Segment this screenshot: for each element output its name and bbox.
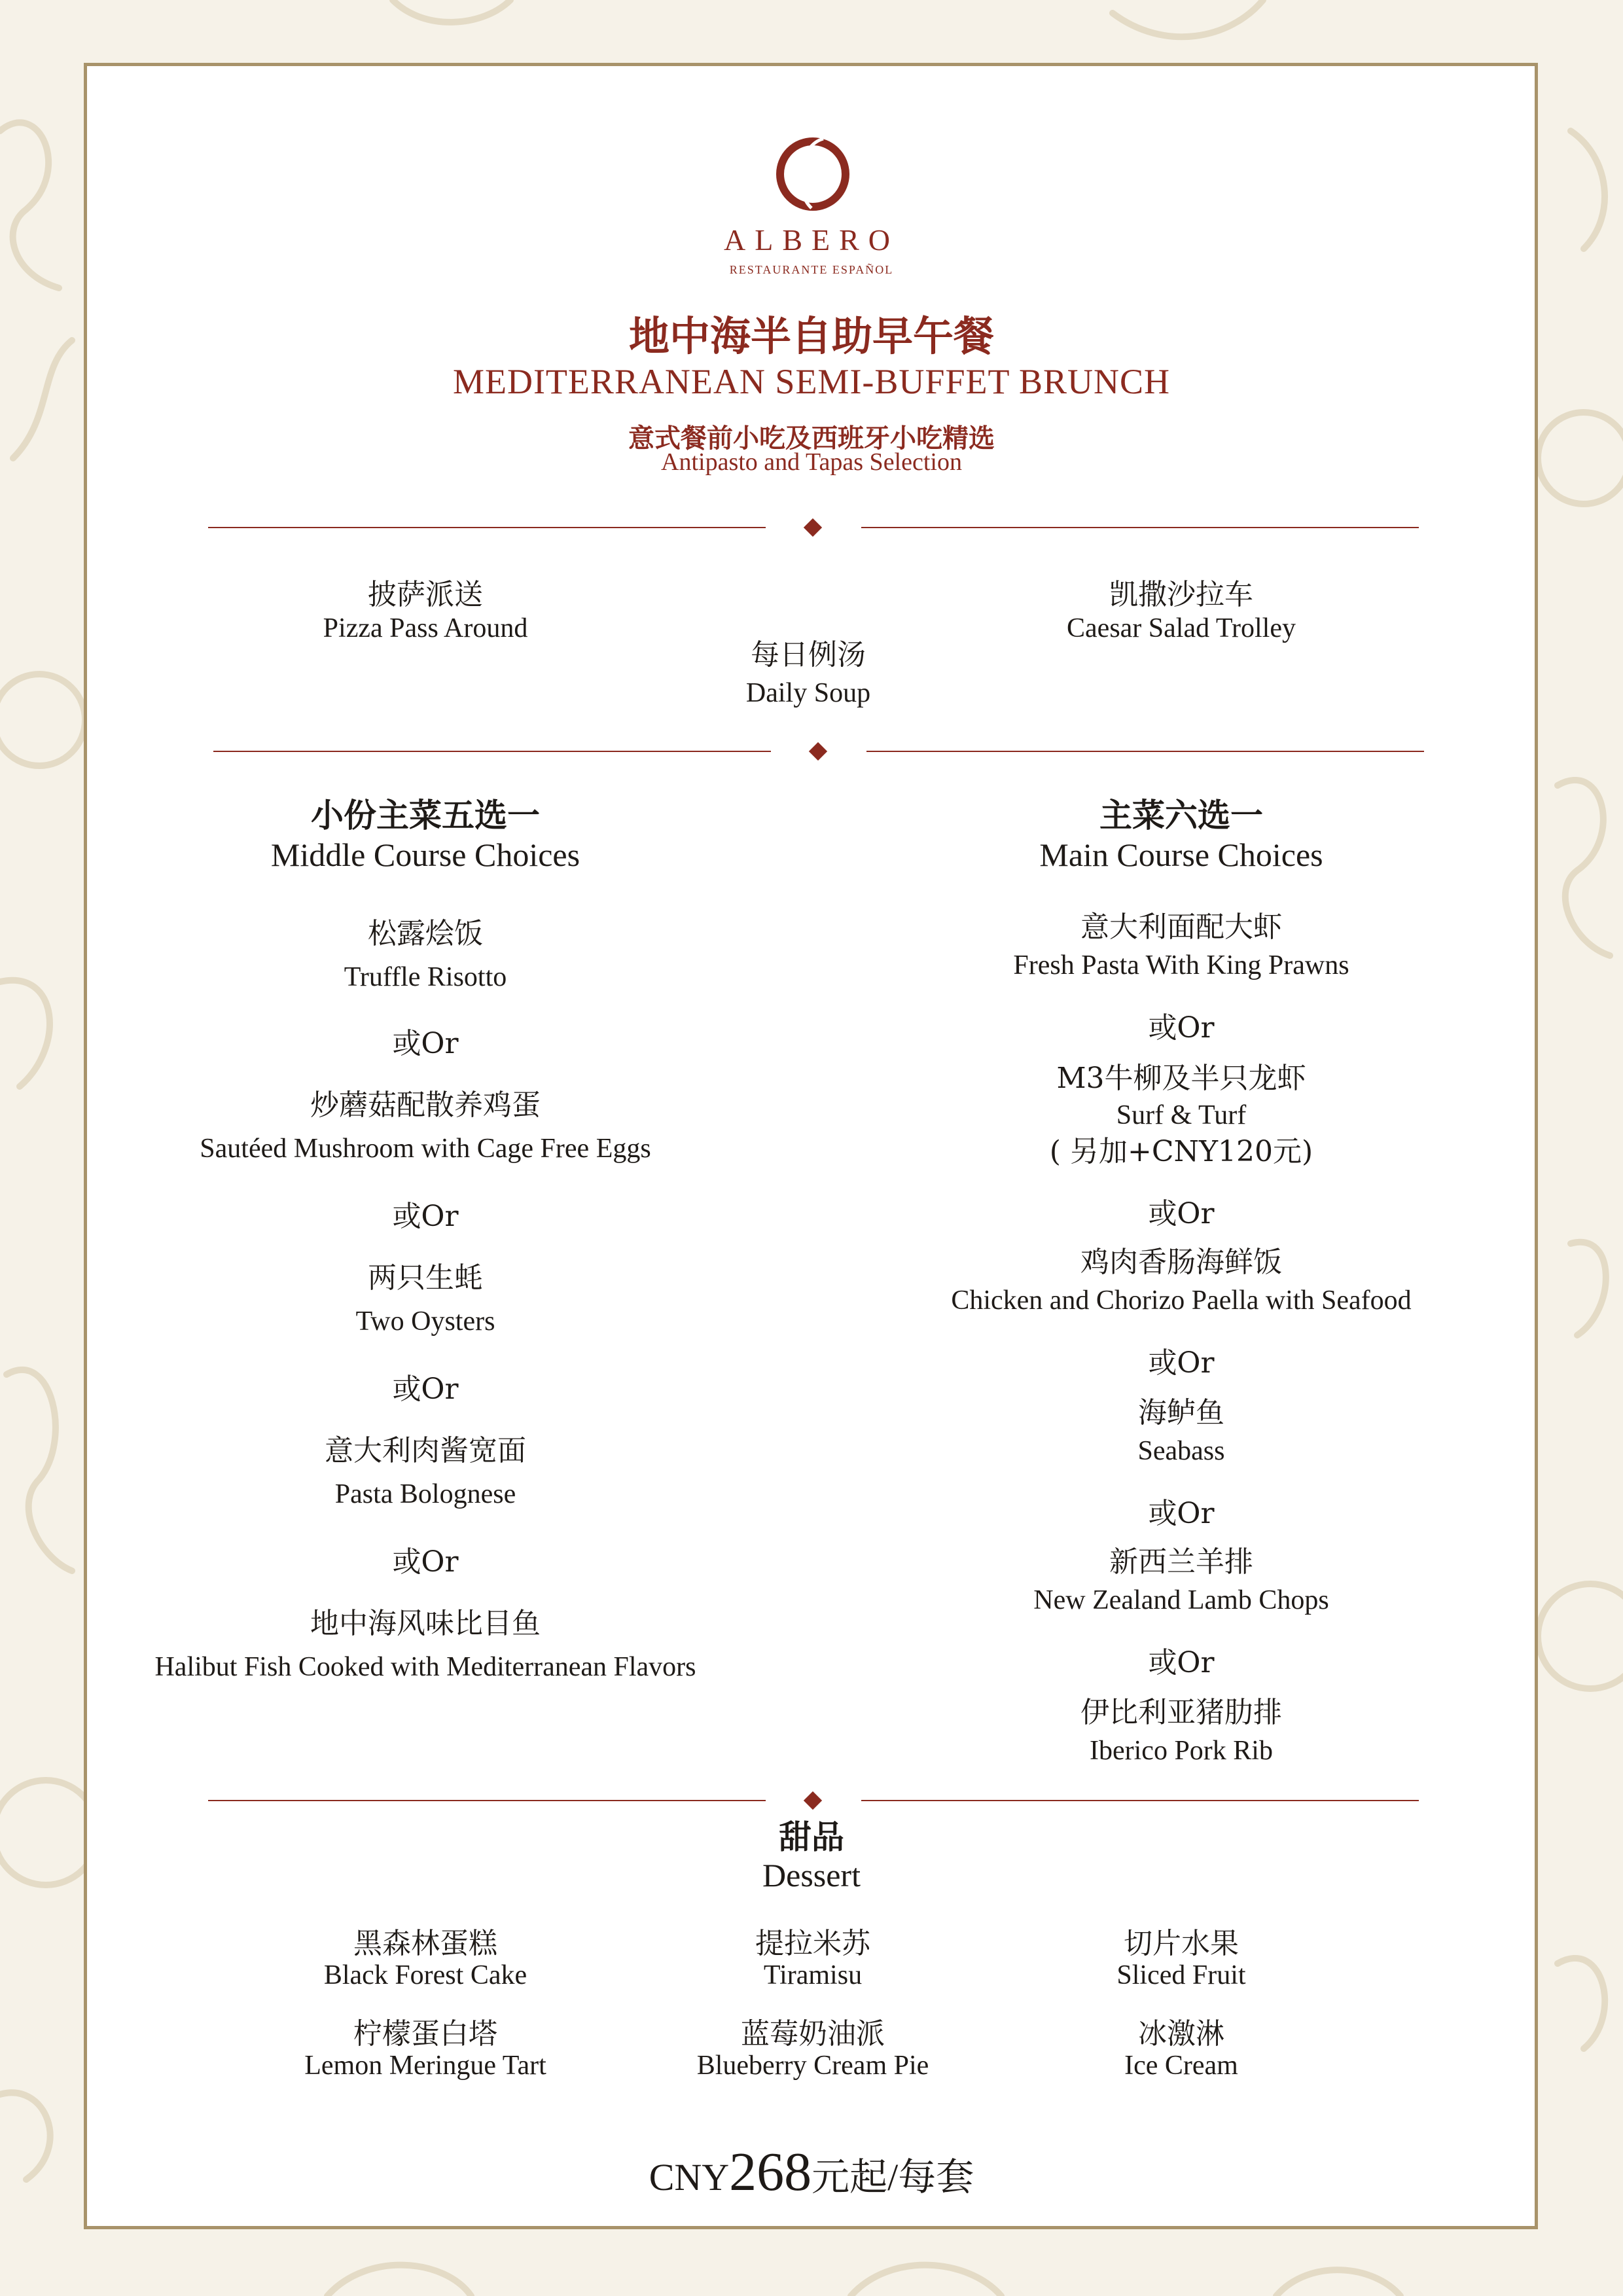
item-zh: 凯撒沙拉车 — [1109, 578, 1253, 611]
antipasto-salad — [985, 571, 1378, 644]
dessert-item — [616, 1928, 1009, 1991]
subtitle-en: Antipasto and Tapas Selection — [661, 448, 962, 476]
item-en: Fresh Pasta With King Prawns — [1013, 950, 1349, 980]
middle-course-header — [98, 796, 753, 874]
item-en: Sautéed Mushroom with Cage Free Eggs — [200, 1134, 651, 1164]
dessert-item — [985, 1928, 1378, 1991]
item-zh: 新西兰羊排 — [1109, 1545, 1253, 1579]
middle-item — [98, 912, 753, 999]
main-item — [854, 1060, 1508, 1170]
item-en: Two Oysters — [355, 1306, 495, 1336]
middle-item — [98, 1602, 753, 1689]
middle-item — [98, 1429, 753, 1516]
item-en: Truffle Risotto — [344, 962, 507, 992]
or-label: 或Or — [1148, 1497, 1215, 1530]
or-label: 或Or — [1148, 1011, 1215, 1045]
item-zh: 意大利肉酱宽面 — [325, 1434, 526, 1467]
albero-logo-icon — [772, 132, 853, 213]
item-en: Halibut Fish Cooked with Mediterranean Flavors — [154, 1652, 696, 1682]
item-zh: 切片水果 — [1124, 1927, 1239, 1960]
antipasto-pizza — [229, 571, 622, 644]
item-zh: 地中海风味比目鱼 — [310, 1607, 541, 1640]
item-zh: M3牛柳及半只龙虾 — [1056, 1062, 1306, 1095]
item-en: Seabass — [1137, 1436, 1225, 1466]
item-zh: 蓝莓奶油派 — [741, 2017, 885, 2051]
item-en: Caesar Salad Trolley — [1067, 613, 1296, 643]
brand-name: ALBERO — [724, 223, 899, 257]
item-en: Black Forest Cake — [323, 1960, 527, 1990]
divider-right — [866, 751, 1424, 752]
page-title-zh: 地中海半自助早午餐 — [628, 312, 994, 360]
divider-left — [213, 751, 771, 752]
price-suffix: 元起/每套 — [812, 2156, 974, 2198]
item-en: Iberico Pork Rib — [1090, 1736, 1273, 1766]
item-zh: 伊比利亚猪肋排 — [1080, 1696, 1282, 1729]
price-currency: CNY — [649, 2156, 730, 2198]
item-en: Pizza Pass Around — [323, 613, 528, 643]
section-title-zh: 主菜六选一 — [1099, 796, 1263, 834]
item-en: Lemon Meringue Tart — [304, 2051, 546, 2081]
section-title-en: Middle Course Choices — [270, 836, 580, 873]
price-line — [0, 2140, 1623, 2204]
middle-item — [98, 1257, 753, 1343]
item-zh: 黑森林蛋糕 — [353, 1927, 497, 1960]
item-zh: 冰激淋 — [1138, 2017, 1224, 2051]
or-label: 或Or — [1148, 1646, 1215, 1679]
item-en: Pasta Bolognese — [334, 1479, 516, 1509]
item-price-note: ( 另加+CNY120元) — [1049, 1135, 1313, 1168]
item-en: New Zealand Lamb Chops — [1033, 1585, 1329, 1615]
or-label: 或Or — [392, 1200, 459, 1233]
or-label: 或Or — [392, 1545, 459, 1579]
dessert-header — [0, 1818, 1623, 1894]
item-zh: 柠檬蛋白塔 — [353, 2017, 497, 2051]
or-label: 或Or — [1148, 1346, 1215, 1380]
item-en: Sliced Fruit — [1116, 1960, 1246, 1990]
main-course-header — [854, 796, 1508, 874]
item-zh: 披萨派送 — [368, 578, 483, 611]
main-item — [854, 1694, 1508, 1770]
item-zh: 提拉米苏 — [755, 1927, 870, 1960]
section-title-zh: 小份主菜五选一 — [311, 796, 540, 834]
dessert-item — [985, 2018, 1378, 2081]
item-zh: 意大利面配大虾 — [1080, 910, 1282, 944]
item-en: Ice Cream — [1124, 2051, 1238, 2081]
page-title-en: MEDITERRANEAN SEMI-BUFFET BRUNCH — [452, 362, 1171, 401]
dessert-item — [616, 2018, 1009, 2081]
divider-right — [861, 527, 1419, 528]
divider-left — [208, 1800, 766, 1801]
antipasto-soup — [612, 636, 1005, 712]
brand-tagline: RESTAURANTE ESPAÑOL — [729, 263, 894, 276]
item-zh: 两只生蚝 — [368, 1261, 483, 1295]
middle-item — [98, 1084, 753, 1170]
dessert-item — [229, 2018, 622, 2081]
dessert-item — [229, 1928, 622, 1991]
item-zh: 每日例汤 — [751, 638, 866, 672]
section-title-en: Dessert — [762, 1857, 861, 1893]
or-label: 或Or — [392, 1027, 459, 1060]
item-zh: 松露烩饭 — [368, 917, 483, 950]
or-label: 或Or — [392, 1372, 459, 1406]
main-item — [854, 1244, 1508, 1319]
main-item — [854, 1394, 1508, 1470]
subtitle-zh: 意式餐前小吃及西班牙小吃精选 — [628, 423, 995, 454]
item-zh: 炒蘑菇配散养鸡蛋 — [310, 1088, 541, 1122]
item-en: Daily Soup — [745, 678, 871, 708]
or-label: 或Or — [1148, 1197, 1215, 1230]
divider-left — [208, 527, 766, 528]
item-zh: 海鲈鱼 — [1138, 1396, 1224, 1429]
item-en: Surf & Turf — [1116, 1100, 1247, 1130]
price-amount: 268 — [729, 2142, 812, 2202]
main-item — [854, 908, 1508, 984]
section-title-en: Main Course Choices — [1039, 836, 1323, 873]
main-item — [854, 1543, 1508, 1619]
item-en: Chicken and Chorizo Paella with Seafood — [951, 1285, 1412, 1316]
item-en: Tiramisu — [763, 1960, 863, 1990]
item-zh: 鸡肉香肠海鲜饭 — [1080, 1246, 1282, 1279]
section-title-zh: 甜品 — [779, 1818, 844, 1856]
item-en: Blueberry Cream Pie — [696, 2051, 929, 2081]
divider-right — [861, 1800, 1419, 1801]
